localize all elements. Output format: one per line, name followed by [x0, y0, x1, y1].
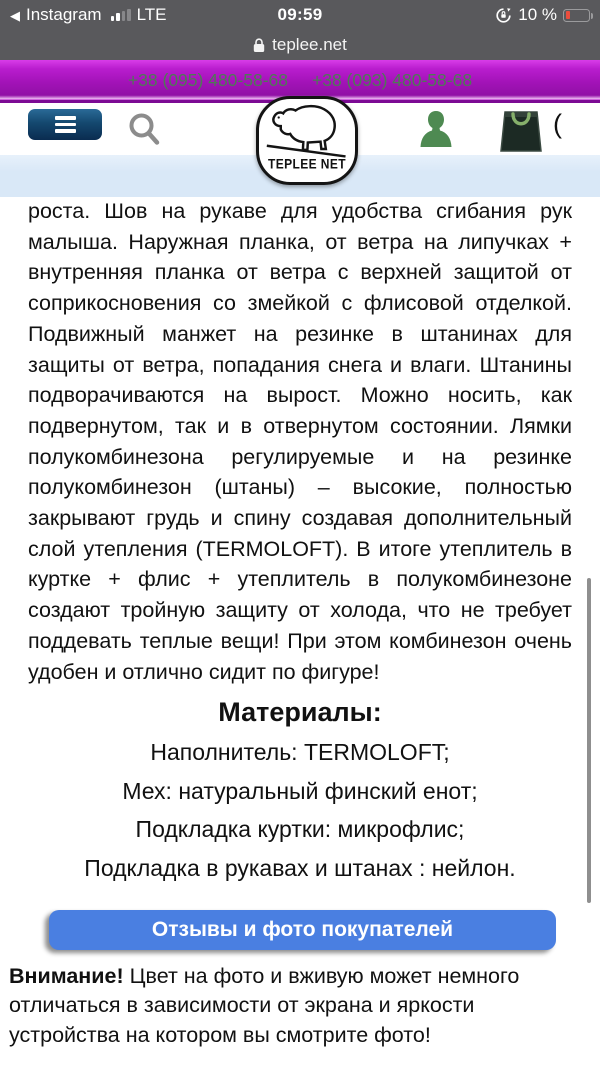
attention-bold-label: Внимание!	[9, 964, 124, 988]
cart-count-paren: (	[553, 109, 562, 139]
address-bar[interactable]	[0, 30, 600, 60]
shopping-bag-icon	[497, 108, 545, 154]
search-icon	[126, 111, 162, 147]
materials-heading: Материалы:	[218, 697, 382, 727]
network-label: LTE	[136, 5, 167, 24]
phone-number-2[interactable]: +38 (093) 480-58-68	[312, 69, 473, 90]
person-icon	[419, 109, 453, 149]
logo-wordmark: TEPLEE NET	[267, 155, 346, 173]
clock: 09:59	[277, 5, 323, 24]
battery-percent-label: 10 %	[518, 5, 557, 24]
materials-list	[0, 733, 600, 887]
material-item-sleeve-lining: Подкладка в рукавах и штанах : нейлон.	[84, 854, 516, 881]
polar-bear-icon	[266, 103, 348, 159]
account-button[interactable]	[419, 109, 453, 149]
back-arrow-icon: ◀	[10, 7, 20, 23]
material-item-filler: Наполнитель: TERMOLOFT;	[150, 739, 450, 765]
attention-text: Цвет на фото и вживую может немного отличаться в зависимости от экрана и яркости устройства на котором вы смотрите фото!	[9, 964, 520, 1047]
ios-status-bar	[0, 0, 600, 30]
battery-icon	[563, 9, 590, 22]
search-button[interactable]	[126, 111, 162, 147]
material-item-fur: Мех: натуральный финский енот;	[122, 777, 478, 804]
reviews-photos-button[interactable]: Отзывы и фото покупателей	[49, 910, 556, 950]
scrollbar-thumb[interactable]	[587, 578, 592, 903]
attention-note	[9, 962, 587, 1050]
product-description-paragraph: роста. Шов на рукаве для удобства сгибания рук малыша. Наружная планка, от ветра на липучках + внутренняя планка от ветра с верхней защитой от соприкосновения со змейкой с флисовой отделкой. Подвижный манжет на резинке в штанинах для защиты от ветра, попадания снега и влаги. Штанины подворачиваются на вырост. Можно носить, как подвернутом, так и в отвернутом состоянии. Лямки полукомбинезона регулируемые и на резинке полукомбинезон (штаны) – высокие, полностью закрывают грудь и спину создавая дополнительный слой утепления (TERMOLOFT). В итоге утеплитель в куртке + флис + утеплитель в полукомбинезоне создают тройную защиту от холода, что не требует поддевать теплые вещи! При этом комбинезон очень удобен и отлично сидит по фигуре!	[28, 199, 572, 684]
cart-button[interactable]	[497, 108, 545, 154]
url-domain: teplee.net	[272, 35, 347, 54]
material-item-jacket-lining: Подкладка куртки: микрофлис;	[135, 816, 465, 843]
status-right-cluster	[495, 0, 590, 30]
orientation-lock-icon	[495, 7, 512, 24]
site-logo[interactable]	[256, 96, 358, 185]
phone-number-1[interactable]: +38 (095) 480-58-68	[127, 69, 288, 90]
back-app-label: Instagram	[26, 5, 102, 24]
browser-chrome	[0, 0, 600, 60]
hamburger-icon	[55, 116, 76, 133]
padlock-icon	[253, 38, 265, 53]
hamburger-menu-button[interactable]	[28, 109, 102, 140]
